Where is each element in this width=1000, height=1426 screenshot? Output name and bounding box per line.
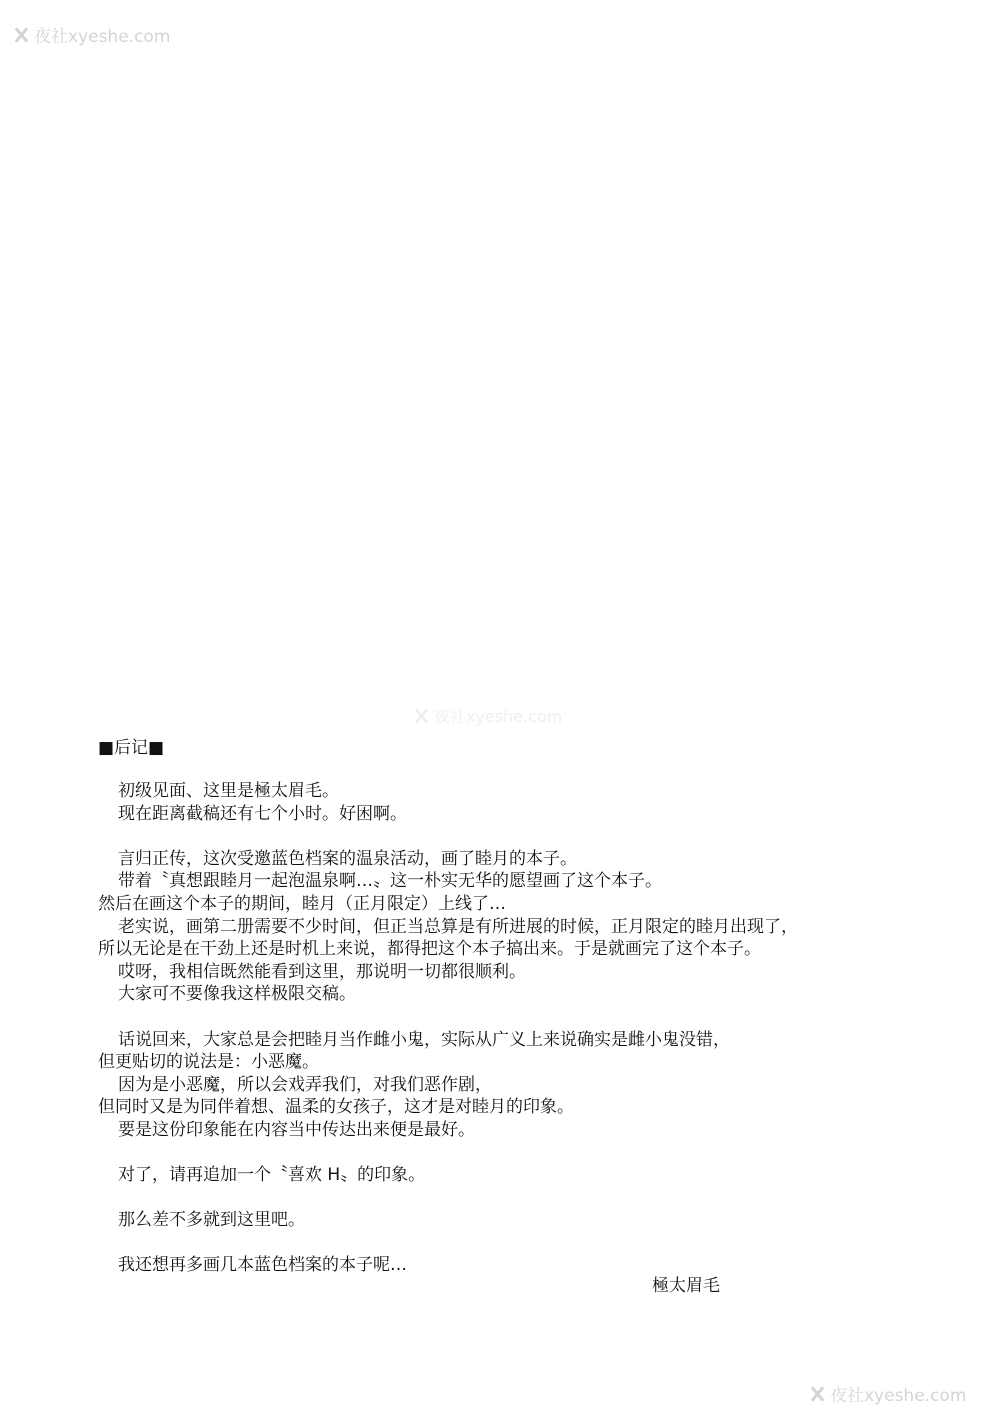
afterword-line: 带着〝真想跟睦月一起泡温泉啊…〟这一朴实无华的愿望画了这个本子。 — [118, 871, 662, 892]
blank-line — [98, 1142, 858, 1165]
author-signature: 極太眉毛 — [652, 1276, 720, 1296]
afterword-line: 但同时又是为同伴着想、温柔的女孩子，这才是对睦月的印象。 — [98, 1097, 574, 1118]
afterword-line: 但更贴切的说法是：小恶魔。 — [98, 1052, 319, 1073]
x-logo-icon — [12, 26, 30, 44]
watermark-top — [12, 22, 170, 47]
watermark-bottom — [808, 1381, 966, 1406]
x-logo-icon — [412, 707, 430, 725]
blank-line — [98, 1187, 858, 1210]
x-logo-icon — [808, 1385, 826, 1403]
afterword-section — [98, 736, 858, 1277]
afterword-body — [98, 780, 858, 1277]
afterword-line: 大家可不要像我这样极限交稿。 — [118, 984, 356, 1005]
afterword-line: 哎呀，我相信既然能看到这里，那说明一切都很顺利。 — [118, 961, 526, 982]
afterword-line: 我还想再多画几本蓝色档案的本子呢… — [118, 1255, 407, 1276]
watermark-middle-text: 夜社xyeshe.com — [434, 707, 563, 726]
afterword-line: 对了，请再追加一个〝喜欢 H〟的印象。 — [118, 1165, 426, 1186]
afterword-line: 现在距离截稿还有七个小时。好困啊。 — [118, 803, 407, 824]
watermark-top-text: 夜社xyeshe.com — [34, 27, 171, 47]
watermark-bottom-text: 夜社xyeshe.com — [830, 1386, 967, 1406]
watermark-middle — [412, 704, 562, 727]
afterword-line: 老实说，画第二册需要不少时间，但正当总算是有所进展的时候，正月限定的睦月出现了， — [118, 916, 798, 937]
afterword-line: 那么差不多就到这里吧。 — [118, 1210, 305, 1231]
afterword-line: 话说回来，大家总是会把睦月当作雌小鬼，实际从广义上来说确实是雌小鬼没错， — [118, 1029, 730, 1050]
blank-line — [98, 1232, 858, 1255]
afterword-line: 所以无论是在干劲上还是时机上来说，都得把这个本子搞出来。于是就画完了这个本子。 — [98, 939, 761, 960]
afterword-line: 初级见面、这里是極太眉毛。 — [118, 781, 339, 801]
afterword-line: 然后在画这个本子的期间，睦月（正月限定）上线了… — [98, 893, 506, 914]
afterword-line: 言归正传，这次受邀蓝色档案的温泉活动，画了睦月的本子。 — [118, 848, 577, 869]
afterword-line: 因为是小恶魔，所以会戏弄我们，对我们恶作剧， — [118, 1074, 492, 1095]
blank-line — [98, 825, 858, 848]
blank-line — [98, 1006, 858, 1029]
afterword-line: 要是这份印象能在内容当中传达出来便是最好。 — [118, 1119, 475, 1140]
afterword-heading: ■后记■ — [98, 738, 165, 758]
